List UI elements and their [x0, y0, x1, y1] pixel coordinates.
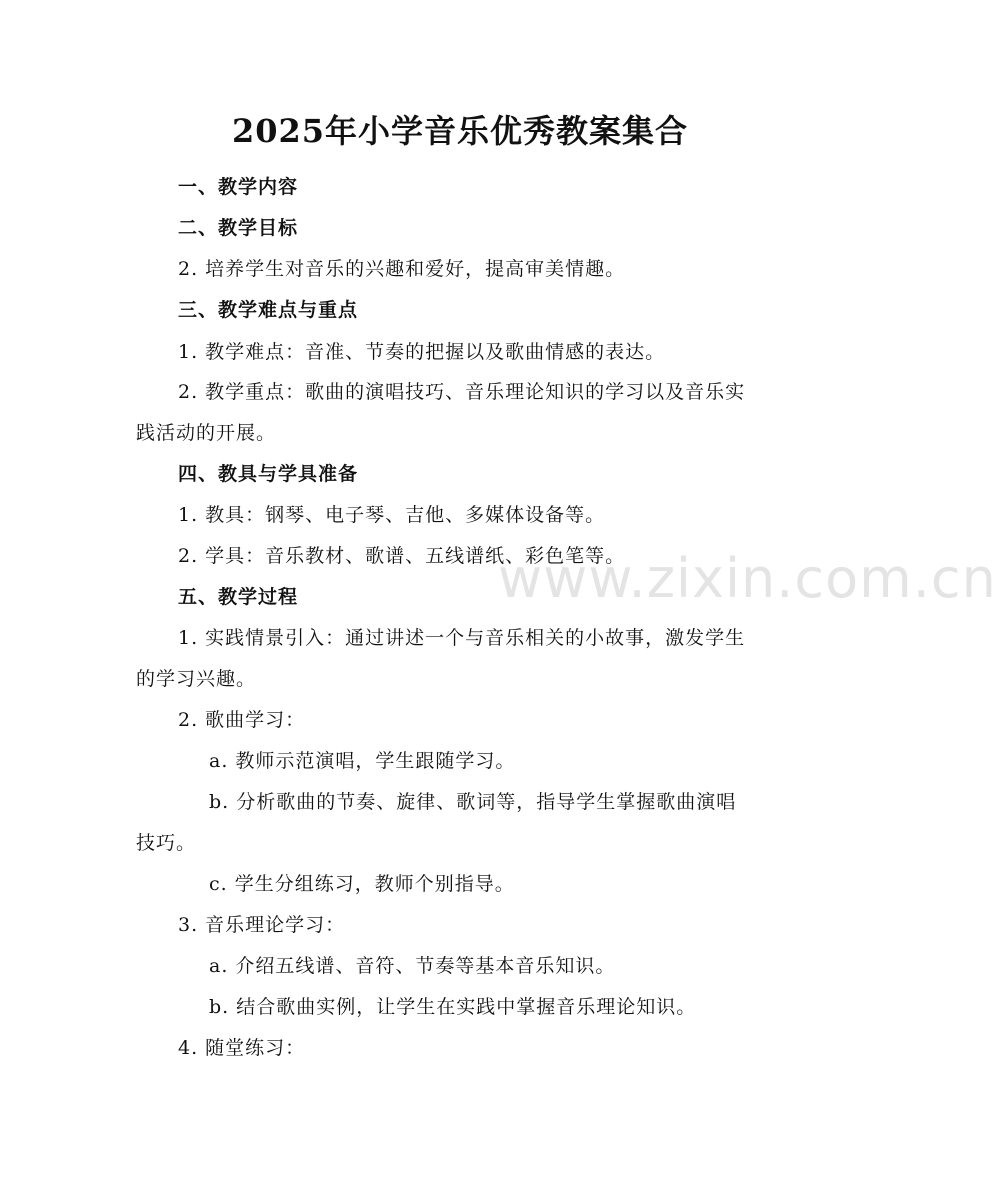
sub-item: a. 介绍五线谱、音符、节奏等基本音乐知识。 — [209, 955, 616, 977]
sub-item: c. 学生分组练习，教师个别指导。 — [209, 873, 515, 895]
paragraph: 3. 音乐理论学习： — [178, 914, 346, 936]
paragraph: 2. 教学重点：歌曲的演唱技巧、音乐理论知识的学习以及音乐实 — [178, 381, 746, 403]
paragraph: 2. 学具：音乐教材、歌谱、五线谱纸、彩色笔等。 — [178, 545, 626, 567]
paragraph: 1. 教学难点：音准、节奏的把握以及歌曲情感的表达。 — [178, 341, 666, 363]
paragraph: 1. 教具：钢琴、电子琴、吉他、多媒体设备等。 — [178, 504, 606, 526]
section-heading: 三、教学难点与重点 — [178, 299, 359, 321]
paragraph: 4. 随堂练习： — [178, 1037, 306, 1059]
section-heading: 二、教学目标 — [178, 217, 299, 239]
section-heading: 四、教具与学具准备 — [178, 463, 359, 485]
paragraph: 2. 培养学生对音乐的兴趣和爱好，提高审美情趣。 — [178, 258, 626, 280]
document-title: 2025年小学音乐优秀教案集合 — [231, 112, 689, 150]
sub-item: b. 分析歌曲的节奏、旋律、歌词等，指导学生掌握歌曲演唱 — [209, 791, 737, 813]
paragraph-continuation: 技巧。 — [136, 832, 197, 854]
paragraph: 2. 歌曲学习： — [178, 709, 306, 731]
paragraph: 1. 实践情景引入：通过讲述一个与音乐相关的小故事，激发学生 — [178, 627, 746, 649]
watermark: www.zixin.com.cn — [498, 547, 997, 610]
paragraph-continuation: 的学习兴趣。 — [136, 668, 257, 690]
sub-item: b. 结合歌曲实例，让学生在实践中掌握音乐理论知识。 — [209, 996, 697, 1018]
section-heading: 五、教学过程 — [178, 586, 299, 608]
section-heading: 一、教学内容 — [178, 176, 299, 198]
sub-item: a. 教师示范演唱，学生跟随学习。 — [209, 750, 516, 772]
paragraph-continuation: 践活动的开展。 — [136, 422, 277, 444]
